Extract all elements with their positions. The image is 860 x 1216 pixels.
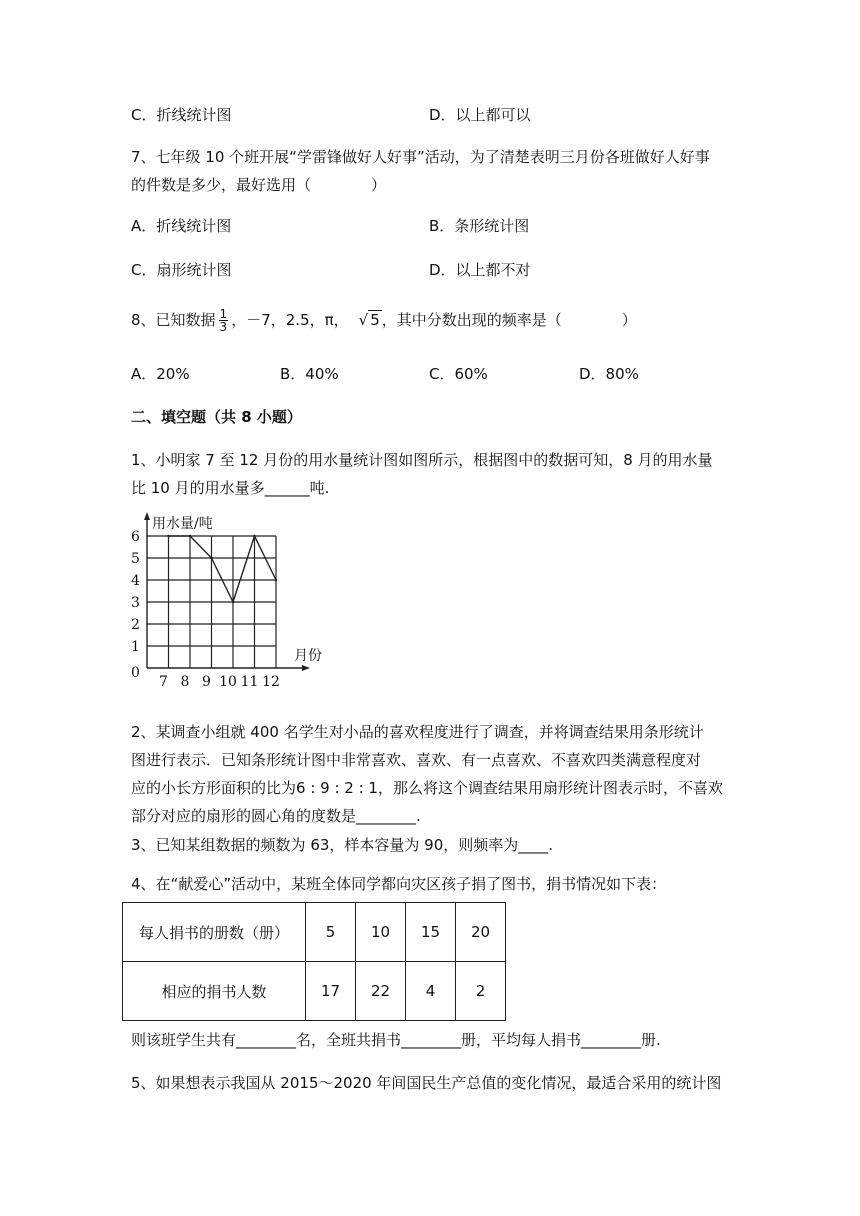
fraction-denominator: 3 — [219, 320, 228, 334]
q7-option-d: D．以上都不对 — [429, 261, 531, 279]
x-tick-label: 7 — [159, 674, 168, 690]
table-cell: 20 — [456, 903, 506, 962]
donation-table — [122, 902, 506, 1021]
x-tick-label: 9 — [202, 674, 211, 690]
data-point — [210, 557, 212, 559]
y-axis-arrow-icon — [144, 512, 150, 520]
y-tick-label: 6 — [131, 529, 140, 545]
sqrt-radicand: 5 — [370, 311, 380, 329]
table-row-header: 每人捐书的册数（册） — [123, 903, 306, 962]
table-cell: 15 — [406, 903, 456, 962]
fraction-one-third — [219, 308, 229, 333]
q8-middle: ，－7，2.5，π， — [231, 311, 349, 329]
f1-line-1: 1、小明家 7 至 12 月份的用水量统计图如图所示，根据图中的数据可知，8 月的用水量 — [131, 451, 713, 469]
table-cell: 17 — [306, 962, 356, 1021]
table-cell: 4 — [406, 962, 456, 1021]
q6-option-d: D．以上都可以 — [429, 106, 531, 124]
q8-suffix: ，其中分数出现的频率是（ ） — [381, 311, 637, 329]
q8-stem — [131, 306, 637, 334]
table-cell: 10 — [356, 903, 406, 962]
q8-prefix: 8、已知数据 — [131, 311, 216, 329]
x-tick-label: 11 — [240, 674, 259, 690]
f4-line-1: 4、在“献爱心”活动中，某班全体同学都向灾区孩子捐了图书，捐书情况如下表： — [131, 875, 667, 893]
q8-option-d: D．80% — [579, 365, 639, 383]
x-tick-label: 12 — [262, 674, 280, 690]
y-tick-label: 1 — [131, 639, 140, 655]
f4-line-2: 则该班学生共有________名，全班共捐书________册，平均每人捐书________册. — [131, 1031, 661, 1049]
q8-option-b: B．40% — [280, 365, 339, 383]
q7-line-2: 的件数是多少，最好选用（ ） — [131, 176, 387, 194]
section-heading: 二、填空题（共 8 小题） — [131, 408, 302, 426]
x-axis-label: 月份 — [294, 648, 322, 664]
y-axis-label: 用水量/吨 — [152, 516, 213, 532]
table-cell: 5 — [306, 903, 356, 962]
table-cell: 22 — [356, 962, 406, 1021]
table-row — [123, 962, 506, 1021]
q7-option-c: C．扇形统计图 — [131, 261, 232, 279]
f5-line-1: 5、如果想表示我国从 2015～2020 年间国民生产总值的变化情况，最适合采用的统计图 — [131, 1074, 722, 1092]
x-tick-label: 10 — [219, 674, 237, 690]
y-tick-label: 2 — [131, 617, 140, 633]
data-point — [275, 579, 277, 581]
data-point — [189, 535, 191, 537]
x-axis-arrow-icon — [302, 665, 310, 671]
y-tick-label: 0 — [131, 665, 140, 681]
q8-option-a: A．20% — [131, 365, 190, 383]
q7-line-1: 7、七年级 10 个班开展“学雷锋做好人好事”活动，为了清楚表明三月份各班做好人好事 — [131, 148, 710, 166]
y-tick-label: 4 — [131, 573, 140, 589]
water-usage-line-chart — [125, 512, 345, 692]
sqrt-expression — [359, 306, 382, 334]
x-tick-label: 8 — [180, 674, 190, 690]
q6-option-c: C．折线统计图 — [131, 106, 232, 124]
table-cell: 2 — [456, 962, 506, 1021]
f3-line-1: 3、已知某组数据的频数为 63，样本容量为 90，则频率为____. — [131, 836, 554, 854]
water-usage-series-line — [169, 536, 277, 602]
f2-line-3: 应的小长方形面积的比为6 : 9 : 2 : 1，那么将这个调查结果用扇形统计图表示时，不喜欢 — [131, 779, 723, 797]
f2-line-2: 图进行表示．已知条形统计图中非常喜欢、喜欢、有一点喜欢、不喜欢四类满意程度对 — [131, 751, 702, 769]
fraction-numerator: 1 — [219, 307, 228, 321]
f2-line-4: 部分对应的扇形的圆心角的度数是________. — [131, 807, 421, 825]
y-tick-label: 3 — [131, 595, 140, 611]
table-row-header: 相应的捐书人数 — [123, 962, 306, 1021]
q8-option-c: C．60% — [429, 365, 488, 383]
y-tick-label: 5 — [131, 551, 140, 567]
q7-option-b: B．条形统计图 — [429, 217, 530, 235]
sqrt-sign-icon: √ — [358, 311, 369, 329]
data-point — [167, 535, 169, 537]
f2-line-1: 2、某调查小组就 400 名学生对小品的喜欢程度进行了调查，并将调查结果用条形统计 — [131, 723, 704, 741]
table-row — [123, 903, 506, 962]
f1-line-2: 比 10 月的用水量多______吨. — [131, 479, 330, 497]
data-point — [253, 535, 255, 537]
data-point — [232, 601, 234, 603]
q7-option-a: A．折线统计图 — [131, 217, 232, 235]
